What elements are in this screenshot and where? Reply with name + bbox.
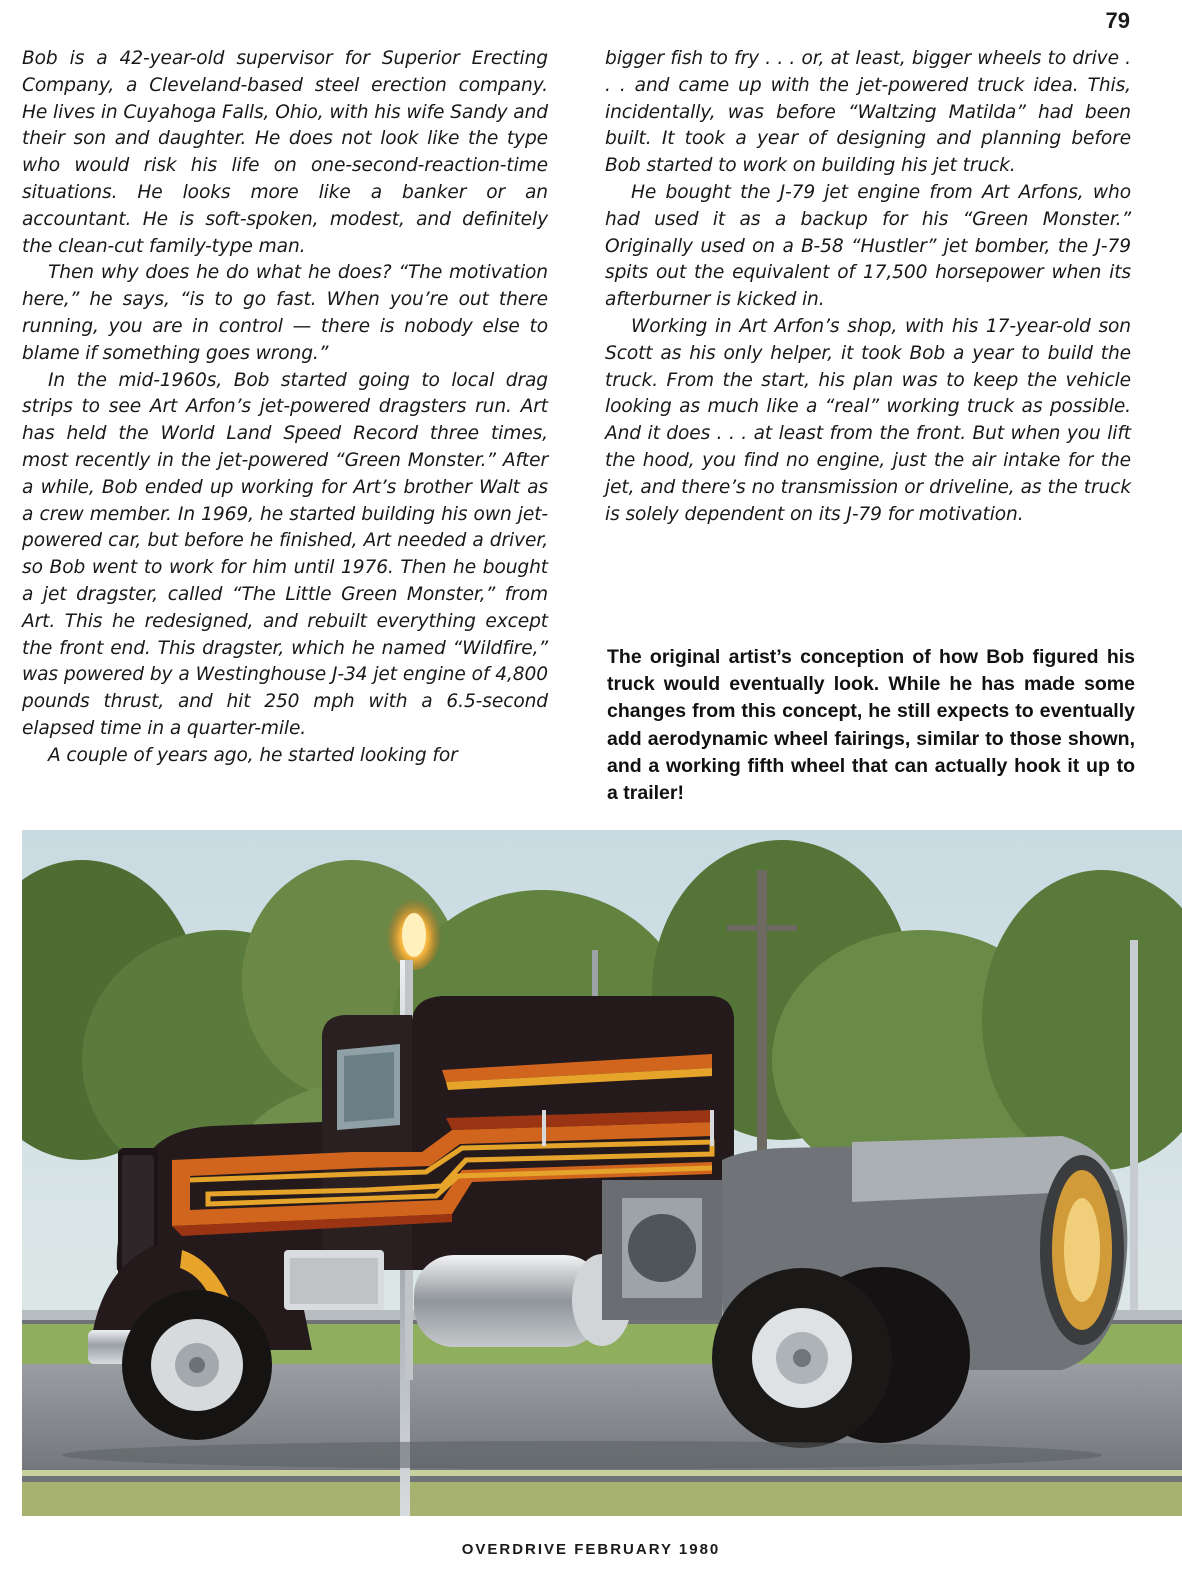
paragraph: Then why does he do what he does? “The motivation here,” he says, “is to go fast. When you’re out there running, you are in control — there is nobody else to blame if something goes wrong.”	[22, 262, 548, 364]
page-number: 79	[1105, 8, 1130, 33]
photo-caption: The original artist’s conception of how Bob figured his truck would eventually look. While he has made some changes from this concept, he still expects to eventually add aerodynamic wheel fairings, similar to those shown, and a working fifth wheel that can actually hook it up to a trailer!	[607, 646, 1135, 805]
paragraph: bigger fish to fry . . . or, at least, bigger wheels to drive . . . and came up with the jet-powered truck idea. This, incidentally, was before “Waltzing Matilda” had been built. It took a year of designing and planning before Bob started to work on building his jet truck.	[605, 48, 1131, 177]
article-left-column	[22, 46, 548, 770]
jet-truck-photo	[22, 830, 1182, 1516]
paragraph: Bob is a 42-year-old supervisor for Superior Erecting Company, a Cleveland-based steel erection company. He lives in Cuyahoga Falls, Ohio, with his wife Sandy and their son and daughter. He does not look like the type who would risk his life on one-second-reaction-time situations. He looks more like a banker or an accountant. He is soft-spoken, modest, and definitely the clean-cut family-type man.	[22, 48, 548, 257]
paragraph: In the mid-1960s, Bob started going to local drag strips to see Art Arfon’s jet-powered dragsters run. Art has held the World Land Speed Record three times, most recently in the jet-powered “Green Monster.” After a while, Bob ended up working for Art’s brother Walt as a crew member. In 1969, he started building his own jet-powered car, but before he finished, Art needed a driver, so Bob went to work for him until 1976. Then he bought a jet dragster, called “The Little Green Monster,” from Art. This he redesigned, and rebuilt everything except the front end. This dragster, which he named “Wildfire,” was powered by a Westinghouse J-34 jet engine of 4,800 pounds thrust, and hit 250 mph with a 6.5-second elapsed time in a quarter-mile.	[22, 369, 548, 739]
paragraph: Working in Art Arfon’s shop, with his 17-year-old son Scott as his only helper, it took Bob a year to build the truck. From the start, his plan was to keep the vehicle looking as much like a “real” working truck as possible. And it does . . . at least from the front. But when you lift the hood, you find no engine, just the air intake for the jet, and there’s no transmission or driveline, as the truck is solely dependent on its J-79 for motivation.	[605, 315, 1131, 525]
magazine-footer: OVERDRIVE FEBRUARY 1980	[461, 1541, 721, 1558]
jet-truck-illustration	[22, 830, 1182, 1516]
paragraph: He bought the J-79 jet engine from Art Arfons, who had used it as a backup for his “Green Monster.” Originally used on a B-58 “Hustler” jet bomber, the J-79 spits out the equivalent of 17,500 horsepower when its afterburner is kicked in.	[605, 181, 1131, 311]
paragraph: A couple of years ago, he started looking for	[48, 744, 458, 766]
article-right-column	[605, 46, 1131, 528]
